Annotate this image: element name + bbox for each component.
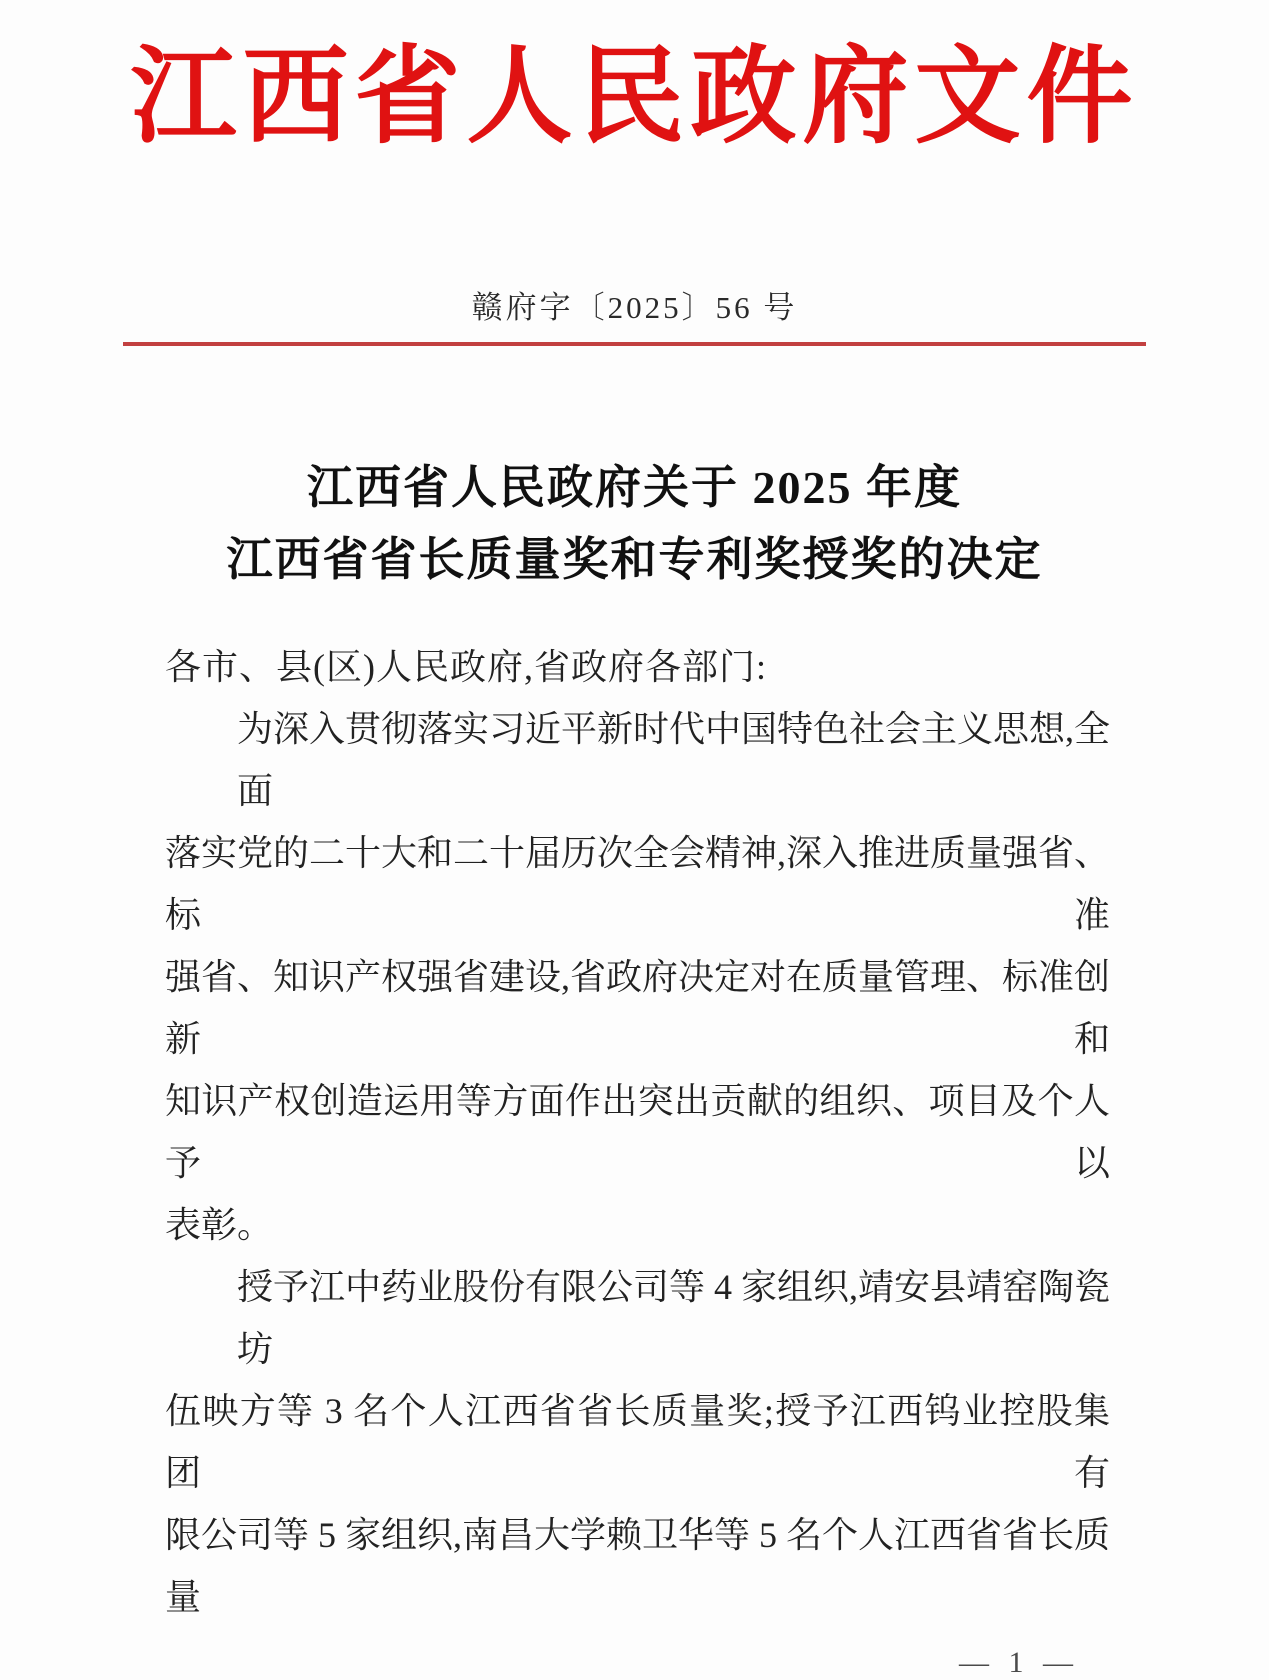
doc-title xyxy=(0,452,1269,596)
body-line: 落实党的二十大和二十届历次全会精神,深入推进质量强省、标准 xyxy=(165,833,1111,935)
document-page xyxy=(0,24,1269,1679)
body-line: 授予江中药业股份有限公司等 4 家组织,靖安县靖窑陶瓷坊 xyxy=(237,1267,1111,1369)
body-line: 知识产权创造运用等方面作出突出贡献的组织、项目及个人予以 xyxy=(165,1081,1110,1183)
page-number: — 1 — xyxy=(959,1646,1079,1679)
doc-title-line-1: 江西省人民政府关于 2025 年度 xyxy=(307,462,962,513)
body-line: 强省、知识产权强省建设,省政府决定对在质量管理、标准创新和 xyxy=(165,957,1111,1059)
doc-title-line-2: 江西省省长质量奖和专利奖授奖的决定 xyxy=(226,534,1043,585)
document-body xyxy=(165,636,1110,1628)
body-line: 伍映方等 3 名个人江西省省长质量奖;授予江西钨业控股集团有 xyxy=(165,1391,1110,1493)
doc-number: 赣府字〔2025〕56 号 xyxy=(471,290,798,325)
salutation: 各市、县(区)人民政府,省政府各部门: xyxy=(165,647,767,687)
body-line: 表彰。 xyxy=(165,1205,274,1245)
red-divider-line xyxy=(123,342,1146,346)
body-line: 限公司等 5 家组织,南昌大学赖卫华等 5 名个人江西省省长质量 xyxy=(165,1515,1111,1617)
document-header-title: 江西省人民政府文件 xyxy=(130,39,1139,156)
body-line: 为深入贯彻落实习近平新时代中国特色社会主义思想,全面 xyxy=(237,709,1111,811)
